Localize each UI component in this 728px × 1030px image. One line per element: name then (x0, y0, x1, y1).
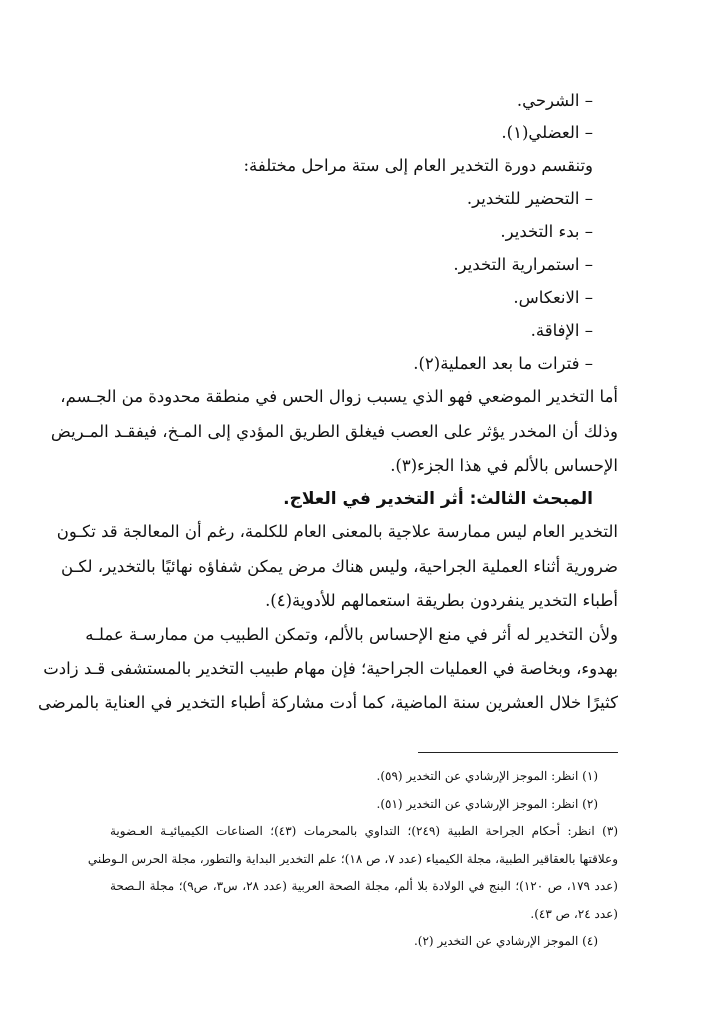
list-item: – التحضير للتخدير. (466, 189, 593, 208)
list-item: – الشرحي. (516, 91, 593, 110)
paragraph-line: أما التخدير الموضعي فهو الذي يسبب زوال الحس في منطقة محدودة من الجـسم، (60, 387, 618, 406)
paragraph-line: ولأن التخدير له أثر في منع الإحساس بالألم، وتمكن الطبيب من ممارسـة عملـه (85, 625, 618, 644)
paragraph-line: ضرورية أثناء العملية الجراحية، وليس هناك مرض يمكن شفاؤه نهائيًا بالتخدير، لكـن (61, 557, 618, 576)
paragraph-line: بهدوء، وبخاصة في العمليات الجراحية؛ فإن مهام طبيب التخدير بالمستشفى قـد زادت (43, 659, 618, 678)
list-item: – العضلي(١). (501, 123, 593, 142)
list-item: – فترات ما بعد العملية(٢). (413, 354, 593, 373)
footnote: (٤) الموجز الإرشادي عن التخدير (٢). (413, 934, 598, 948)
footnote-continuation: (عدد ٢٤، ص ٤٣). (530, 907, 618, 921)
footnote: (٢) انظر: الموجز الإرشادي عن التخدير (٥١). (376, 797, 598, 811)
footnote-continuation: وعلاقتها بالعقاقير الطبية، مجلة الكيمياء (عدد ٧، ص ١٨)؛ علم التخدير البداية والتطور، مجلة الحرس الـوطني (87, 852, 618, 866)
paragraph-line: كثيرًا خلال العشرين سنة الماضية، كما أدت مشاركة أطباء التخدير في العناية بالمرضى (38, 693, 618, 712)
list-item: – بدء التخدير. (500, 222, 593, 241)
footnote: (٣) انظر: أحكام الجراحة الطبية (٢٤٩)؛ التداوي بالمحرمات (٤٣)؛ الصناعات الكيميائيـة العـضوية (110, 824, 618, 838)
footnote-continuation: (عدد ١٧٩، ص ١٢٠)؛ البنج في الولادة بلا ألم، مجلة الصحة العربية (عدد ٢٨، س٣، ص٩)؛ مجلة الـصحة (110, 879, 618, 893)
section-heading: المبحث الثالث: أثر التخدير في العلاج. (283, 489, 593, 509)
paragraph-line: أطباء التخدير ينفردون بطريقة استعمالهم للأدوية(٤). (265, 591, 618, 610)
footnote: (١) انظر: الموجز الإرشادي عن التخدير (٥٩). (376, 769, 598, 783)
list-item: – الإفاقة. (530, 321, 593, 340)
paragraph-line: الإحساس بالألم في هذا الجزء(٣). (390, 456, 618, 475)
paragraph-line: وذلك أن المخدر يؤثر على العصب فيغلق الطريق المؤدي إلى المـخ، فيفقـد المـريض (50, 422, 618, 441)
stages-intro: وتنقسم دورة التخدير العام إلى ستة مراحل مختلفة: (243, 156, 593, 175)
footnote-separator (418, 752, 618, 753)
list-item: – الانعكاس. (513, 288, 593, 307)
paragraph-line: التخدير العام ليس ممارسة علاجية بالمعنى العام للكلمة، رغم أن المعالجة قد تكـون (56, 522, 618, 541)
list-item: – استمرارية التخدير. (453, 255, 593, 274)
